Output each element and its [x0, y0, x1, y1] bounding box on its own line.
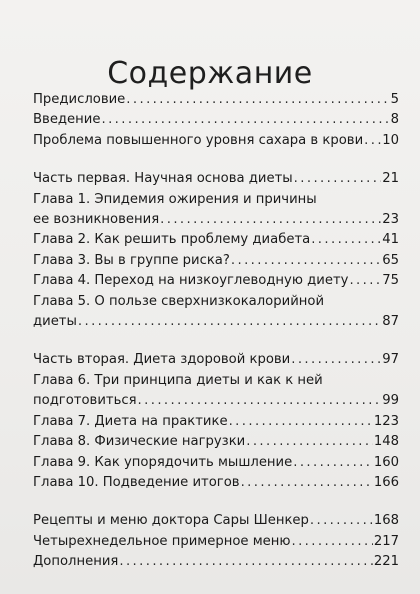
table-of-contents [33, 90, 399, 573]
toc-entry [33, 271, 399, 291]
toc-entry-page: 97 [382, 352, 399, 368]
toc-entry-title: диеты [33, 314, 77, 330]
toc-entry-title: Глава 8. Физические нагрузки [33, 434, 246, 450]
toc-entry-title: Глава 4. Переход на низкоуглеводную диету [33, 273, 349, 289]
toc-entry [33, 511, 399, 531]
leader-dots [78, 312, 381, 332]
toc-entry-title: Глава 7. Диета на практике [33, 413, 228, 429]
leader-dots [291, 350, 381, 370]
leader-dots [138, 391, 382, 411]
toc-entry-page: 217 [373, 533, 399, 549]
toc-entry [33, 350, 399, 370]
leader-dots [231, 251, 381, 271]
toc-entry-title: подготовиться [33, 393, 137, 409]
toc-entry-title: Рецепты и меню доктора Сары Шенкер [33, 513, 309, 529]
toc-entry-title-line1: Глава 6. Три принципа диеты и как к ней [33, 372, 323, 388]
toc-entry-title: Глава 10. Подведение итогов [33, 474, 240, 490]
toc-entry [33, 131, 399, 151]
toc-entry-title-line1: Глава 5. О пользе сверхнизкокалорийной [33, 293, 325, 309]
toc-entry [33, 552, 399, 572]
toc-entry-page: 221 [373, 554, 399, 570]
leader-dots [229, 412, 373, 432]
leader-dots [294, 169, 382, 189]
leader-dots [160, 210, 381, 230]
toc-entry-page: 5 [390, 92, 399, 107]
toc-entry [33, 412, 399, 432]
toc-entry-page: 75 [382, 273, 399, 289]
toc-entry-page: 99 [382, 393, 399, 409]
toc-section-part-two [33, 350, 399, 493]
toc-entry [33, 453, 399, 473]
leader-dots [101, 110, 389, 130]
page-title: Содержание [107, 56, 313, 92]
toc-entry [33, 169, 399, 189]
leader-dots [364, 131, 381, 151]
leader-dots [241, 473, 373, 493]
toc-entry-page: 8 [390, 112, 399, 128]
toc-entry [33, 371, 399, 412]
leader-dots [310, 511, 373, 531]
toc-entry-title: Часть первая. Научная основа диеты [33, 171, 293, 187]
toc-entry [33, 532, 399, 552]
toc-section-appendix [33, 511, 399, 572]
toc-entry-page: 23 [382, 212, 399, 228]
toc-entry-page: 65 [382, 252, 399, 268]
toc-entry [33, 251, 399, 271]
toc-entry-title: Введение [33, 112, 101, 128]
leader-dots [311, 230, 381, 250]
toc-entry-title-line1: Глава 1. Эпидемия ожирения и причины [33, 191, 317, 207]
toc-section-part-one [33, 169, 399, 332]
toc-entry [33, 432, 399, 452]
toc-entry-page: 87 [382, 314, 399, 330]
toc-entry-page: 148 [373, 434, 399, 450]
toc-entry-page: 41 [382, 232, 399, 248]
toc-entry-title: Часть вторая. Диета здоровой крови [33, 352, 291, 368]
toc-entry [33, 190, 399, 231]
toc-entry-title: Предисловие [33, 92, 126, 107]
toc-entry-page: 21 [382, 171, 399, 187]
toc-entry-title: Проблема повышенного уровня сахара в крови [33, 132, 364, 148]
toc-entry-title: Глава 3. Вы в группе риска? [33, 252, 230, 268]
toc-entry-page: 160 [373, 454, 399, 470]
toc-entry [33, 90, 399, 110]
toc-section-front-matter [33, 90, 399, 151]
toc-entry [33, 292, 399, 333]
toc-entry-page: 168 [373, 513, 399, 529]
toc-entry-title: Четырехнедельное примерное меню [33, 533, 291, 549]
toc-entry-title: Дополнения [33, 554, 119, 570]
toc-entry-page: 166 [373, 474, 399, 490]
leader-dots [349, 271, 381, 291]
toc-entry-title: ее возникновения [33, 212, 160, 228]
leader-dots [119, 552, 372, 572]
toc-entry [33, 230, 399, 250]
leader-dots [246, 432, 373, 452]
leader-dots [126, 90, 389, 110]
leader-dots [291, 532, 372, 552]
toc-entry [33, 110, 399, 130]
leader-dots [293, 453, 373, 473]
toc-entry-title: Глава 2. Как решить проблему диабета [33, 232, 311, 248]
toc-entry-title: Глава 9. Как упорядочить мышление [33, 454, 293, 470]
toc-entry [33, 473, 399, 493]
toc-entry-page: 123 [373, 413, 399, 429]
toc-entry-page: 10 [382, 132, 399, 148]
